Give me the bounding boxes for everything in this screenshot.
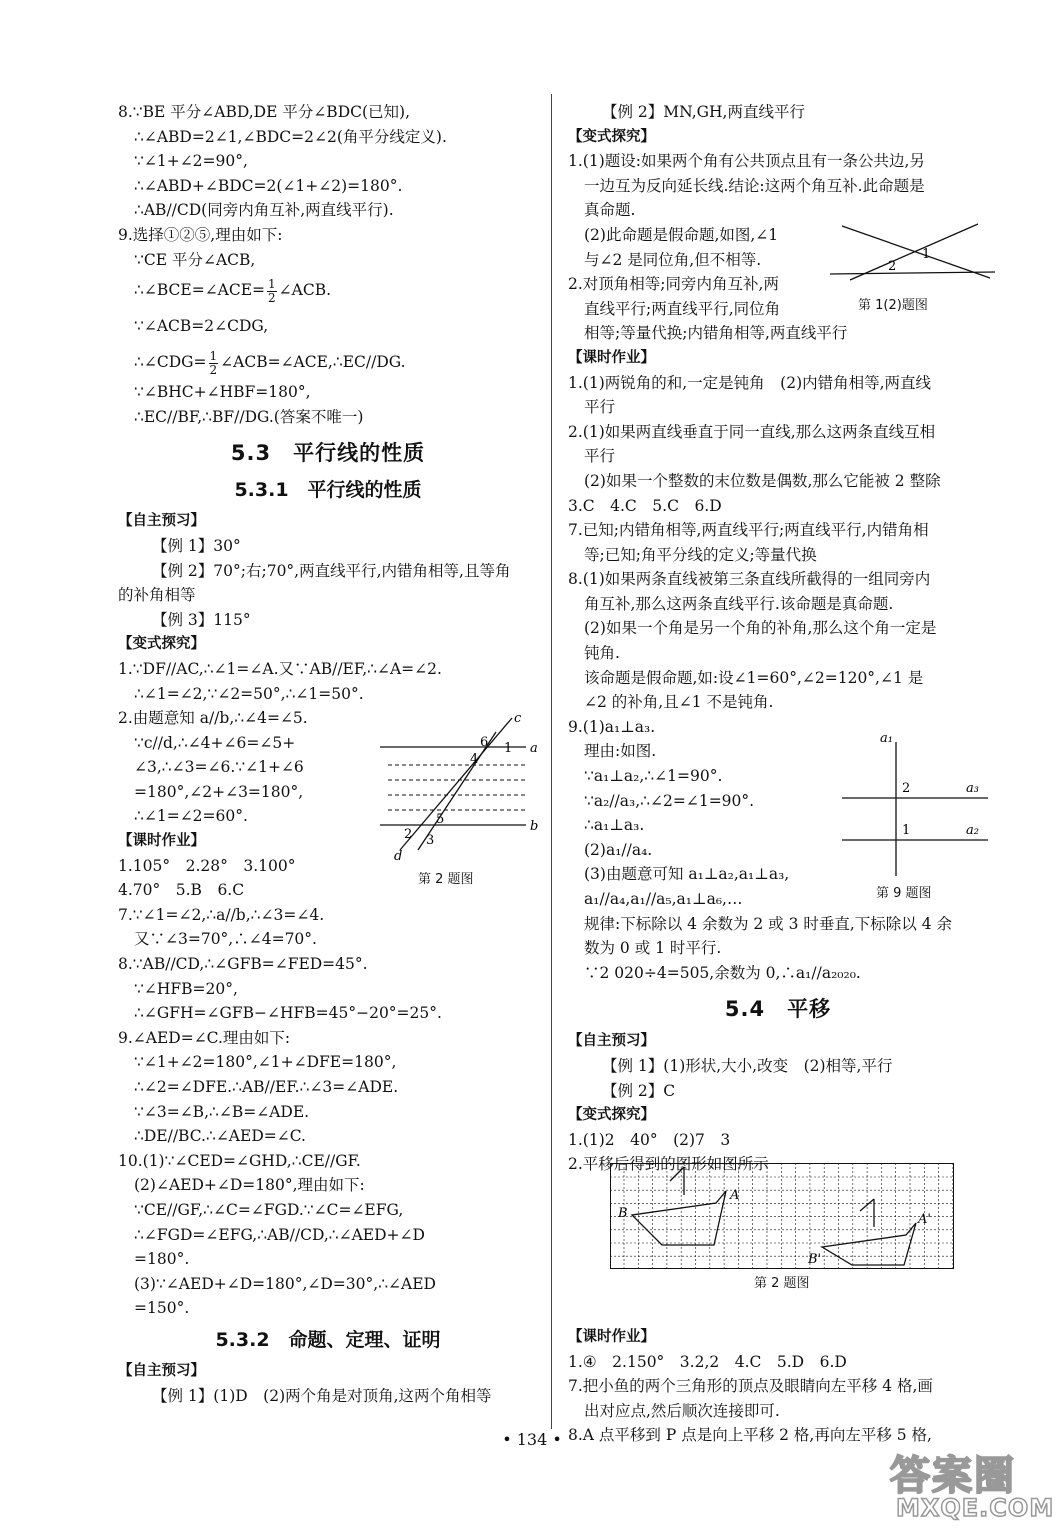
figure-caption: 第 2 题图 — [754, 1276, 810, 1291]
column-divider — [551, 94, 552, 1429]
answer-line: 2.由题意知 a//b,∴∠4=∠5. — [118, 709, 308, 728]
answer-line: ∴EC//BF,∴BF//DG.(答案不唯一) — [134, 407, 364, 426]
answer-line: ∵c//d,∴∠4+∠6=∠5+ — [134, 733, 296, 752]
block-heading: 【变式探究】 — [568, 1107, 655, 1124]
answer-line: =180°. — [134, 1250, 190, 1269]
watermark-url: MXQE.COM — [896, 1494, 1055, 1522]
answer-line: ∵CE//GF,∴∠C=∠FGD.∵∠C=∠EFG, — [134, 1200, 404, 1219]
block-heading: 【自主预习】 — [118, 513, 205, 530]
fig-label: c — [514, 711, 522, 726]
line-text: ∴∠CDG= — [134, 353, 207, 372]
page-number: • 134 • — [502, 1430, 562, 1449]
answer-line: =150°. — [134, 1299, 190, 1318]
answer-line: 钝角. — [584, 644, 620, 663]
answer-line: ∵∠3=∠B,∴∠B=∠ADE. — [134, 1102, 310, 1121]
answer-line — [118, 272, 538, 308]
block-heading: 【课时作业】 — [568, 1328, 655, 1345]
fig-label: 1 — [902, 823, 911, 838]
denominator: 2 — [209, 362, 218, 377]
fig-label: 3 — [426, 833, 435, 848]
fig-label: 6 — [480, 735, 489, 750]
answer-line: 的补角相等 — [118, 586, 196, 605]
answer-line: ∴a₁⊥a₃. — [584, 816, 645, 835]
answer-line: ∵2 020÷4=505,余数为 0,∴a₁//a₂₀₂₀. — [584, 963, 861, 982]
answer-line: ∴∠FGD=∠EFG,∴AB//CD,∴∠AED+∠D — [134, 1225, 425, 1244]
block-heading: 【自主预习】 — [118, 1362, 205, 1379]
block-heading: 【自主预习】 — [568, 1033, 655, 1050]
fig-label: A' — [918, 1212, 931, 1227]
answer-line: (2)此命题是假命题,如图,∠1 — [584, 225, 779, 244]
answer-line: 规律:下标除以 4 余数为 2 或 3 时垂直,下标除以 4 余 — [584, 914, 953, 933]
answer-line: 8.∵AB//CD,∴∠GFB=∠FED=45°. — [118, 955, 368, 974]
answer-line: (2)a₁//a₄. — [584, 840, 653, 859]
line-text: ∠ACB=∠ACE,∴EC//DG. — [220, 353, 406, 372]
fraction — [267, 278, 277, 305]
answer-line: 2.(1)如果两直线垂直于同一直线,那么这两条直线互相 — [568, 422, 936, 441]
answer-line: 9.选择①②⑤,理由如下: — [118, 225, 283, 244]
answer-line: ∵a₁⊥a₂,∴∠1=90°. — [584, 767, 723, 786]
answer-line: a₁//a₄,a₁//a₅,a₁⊥a₆,… — [584, 890, 743, 908]
fig-label: 2 — [888, 259, 897, 274]
answer-line: ∵a₂//a₃,∴∠2=∠1=90°. — [584, 791, 755, 810]
figure-translation-grid — [610, 1163, 954, 1269]
answer-line: 2.平移后得到的图形如图所示 — [568, 1155, 769, 1174]
answer-line: 8.∵BE 平分∠ABD,DE 平分∠BDC(已知), — [118, 103, 411, 121]
answer-line: 等;已知;角平分线的定义;等量代换 — [584, 545, 817, 564]
block-heading: 【变式探究】 — [118, 636, 205, 653]
numerator: 1 — [209, 348, 218, 363]
watermark-text: 答案圈 — [890, 1453, 1016, 1499]
answer-line: (2)如果一个角是另一个角的补角,那么这个角一定是 — [584, 619, 937, 638]
block-heading: 【变式探究】 — [568, 128, 655, 145]
denominator: 2 — [268, 290, 276, 305]
fig-label: 1 — [922, 247, 931, 262]
answer-line: ∴∠ABD+∠BDC=2(∠1+∠2)=180°. — [134, 176, 403, 195]
answer-line: 相等;等量代换;内错角相等,两直线平行 — [584, 324, 848, 343]
answer-line: ∵CE 平分∠ACB, — [134, 250, 256, 269]
answer-line: ∠3,∴∠3=∠6.∵∠1+∠6 — [134, 758, 304, 777]
answer-line: ∴∠GFH=∠GFB−∠HFB=45°−20°=25°. — [134, 1004, 442, 1023]
answer-line: 一边互为反向延长线.结论:这两个角互补.此命题是 — [584, 176, 925, 195]
answer-line: 8.(1)如果两条直线被第三条直线所截得的一组同旁内 — [568, 570, 931, 589]
fig-label: A — [730, 1188, 740, 1203]
fraction — [209, 350, 219, 377]
answer-line: 9.∠AED=∠C.理由如下: — [118, 1028, 291, 1047]
fig-label: B' — [808, 1252, 822, 1267]
line-text: ∠ACB. — [278, 281, 332, 300]
answer-line: ∵∠ACB=2∠CDG, — [134, 317, 269, 336]
fig-label: B — [618, 1206, 628, 1221]
answer-line: 该命题是假命题,如:设∠1=60°,∠2=120°,∠1 是 — [584, 668, 924, 687]
answer-line: 理由:如图. — [584, 742, 657, 761]
fig-label: a₃ — [966, 781, 979, 796]
block-heading: 【课时作业】 — [118, 833, 205, 850]
answer-line: 平行 — [584, 447, 616, 466]
fig-label: d — [394, 849, 403, 860]
figure-parallel-lines — [378, 710, 548, 860]
figure-corresponding-angles — [830, 222, 995, 282]
answer-line: 出对应点,然后顺次连接即可. — [584, 1401, 780, 1420]
answer-line: 8.A 点平移到 P 点是向上平移 2 格,再向左平移 5 格, — [568, 1426, 932, 1445]
subsection-title: 5.3.1 平行线的性质 — [234, 479, 422, 502]
answer-line: 【例 2】70°;右;70°,两直线平行,内错角相等,且等角 — [152, 561, 511, 580]
watermark-logo — [882, 1444, 1055, 1528]
answer-line: 【例 3】115° — [152, 610, 251, 629]
answer-line: ∴∠1=∠2=60°. — [134, 807, 248, 826]
answer-line: (3)由题意可知 a₁⊥a₂,a₁⊥a₃, — [584, 865, 790, 884]
answer-line: 【例 1】(1)D (2)两个角是对顶角,这两个角相等 — [152, 1386, 492, 1405]
answer-line: 与∠2 是同位角,但不相等. — [584, 250, 762, 269]
answer-line: (3)∵∠AED+∠D=180°,∠D=30°,∴∠AED — [134, 1274, 436, 1293]
answer-line: =180°,∠2+∠3=180°, — [134, 782, 304, 801]
subsection-title: 5.3.2 命题、定理、证明 — [215, 1328, 441, 1351]
answer-line: 1.④ 2.150° 3.2,2 4.C 5.D 6.D — [568, 1352, 847, 1371]
figure-caption: 第 2 题图 — [418, 872, 474, 887]
section-title: 5.4 平移 — [724, 997, 832, 1022]
answer-line: 1.(1)题设:如果两个角有公共顶点且有一条公共边,另 — [568, 152, 925, 171]
fig-label: 5 — [436, 812, 445, 827]
answer-line: 数为 0 或 1 时平行. — [584, 939, 722, 958]
fig-label: a₁ — [880, 731, 893, 746]
answer-line: ∵∠HFB=20°, — [134, 979, 238, 998]
answer-line: 7.已知;内错角相等,两直线平行;两直线平行,内错角相 — [568, 521, 929, 540]
answer-line: 又∵∠3=70°,∴∠4=70°. — [134, 930, 317, 949]
line-text: ∴∠BCE=∠ACE= — [134, 281, 266, 300]
numerator: 1 — [268, 276, 276, 291]
answer-line: ∠2 的补角,且∠1 不是钝角. — [584, 693, 774, 712]
figure-perpendicular-lines — [840, 728, 990, 878]
answer-line: 3.C 4.C 5.C 6.D — [568, 496, 722, 515]
answer-line: 【例 1】30° — [152, 536, 241, 555]
answer-line: 1.∵DF//AC,∴∠1=∠A.又∵AB//EF,∴∠A=∠2. — [118, 659, 442, 678]
answer-line: ∴∠1=∠2,∵∠2=50°,∴∠1=50°. — [134, 684, 364, 703]
fig-label: a — [530, 741, 538, 756]
block-heading: 【课时作业】 — [568, 349, 655, 366]
answer-line: ∴∠ABD=2∠1,∠BDC=2∠2(角平分线定义). — [134, 127, 447, 146]
answer-line: ∴AB//CD(同旁内角互补,两直线平行). — [134, 201, 394, 220]
answer-line: 7.∵∠1=∠2,∴a//b,∴∠3=∠4. — [118, 905, 325, 924]
fig-label: 2 — [902, 781, 911, 796]
answer-line: 角互补,那么这两条直线平行.该命题是真命题. — [584, 594, 894, 613]
fig-label: b — [530, 819, 539, 834]
answer-line: ∵∠1+∠2=90°, — [134, 152, 248, 171]
fig-label: a₂ — [966, 823, 979, 838]
answer-line: 真命题. — [584, 201, 636, 220]
answer-line: 1.105° 2.28° 3.100° — [118, 856, 296, 875]
answer-line: (2)如果一个整数的末位数是偶数,那么它能被 2 整除 — [584, 471, 941, 490]
answer-line — [118, 344, 538, 380]
answer-line: 1.(1)2 40° (2)7 3 — [568, 1130, 731, 1149]
answer-line: 2.对顶角相等;同旁内角互补,两 — [568, 275, 779, 294]
answer-line: 【例 2】MN,GH,两直线平行 — [602, 103, 805, 121]
answer-line: (2)∠AED+∠D=180°,理由如下: — [134, 1176, 365, 1195]
answer-line: 平行 — [584, 398, 616, 417]
answer-line: 4.70° 5.B 6.C — [118, 881, 245, 900]
fig-label: 2 — [404, 827, 413, 842]
answer-line: 直线平行;两直线平行,同位角 — [584, 299, 781, 318]
fig-label: 1 — [504, 741, 513, 756]
figure-caption: 第 9 题图 — [876, 886, 932, 901]
fig-label: 4 — [470, 752, 479, 767]
answer-line: 7.把小鱼的两个三角形的顶点及眼睛向左平移 4 格,画 — [568, 1377, 933, 1396]
answer-line: ∵∠1+∠2=180°,∠1+∠DFE=180°, — [134, 1053, 397, 1072]
answer-line: ∴∠2=∠DFE.∴AB//EF.∴∠3=∠ADE. — [134, 1078, 399, 1096]
answer-line: 10.(1)∵∠CED=∠GHD,∴CE//GF. — [118, 1151, 361, 1170]
answer-line: 9.(1)a₁⊥a₃. — [568, 717, 656, 736]
answer-line: 【例 2】C — [602, 1081, 676, 1100]
answer-line: 1.(1)两锐角的和,一定是钝角 (2)内错角相等,两直线 — [568, 373, 932, 392]
answer-line: ∵∠BHC+∠HBF=180°, — [134, 383, 311, 402]
section-title: 5.3 平行线的性质 — [230, 441, 426, 466]
figure-caption: 第 1(2)题图 — [858, 298, 928, 313]
answer-line: 【例 1】(1)形状,大小,改变 (2)相等,平行 — [602, 1056, 893, 1075]
answer-line: ∴DE//BC.∴∠AED=∠C. — [134, 1127, 306, 1146]
